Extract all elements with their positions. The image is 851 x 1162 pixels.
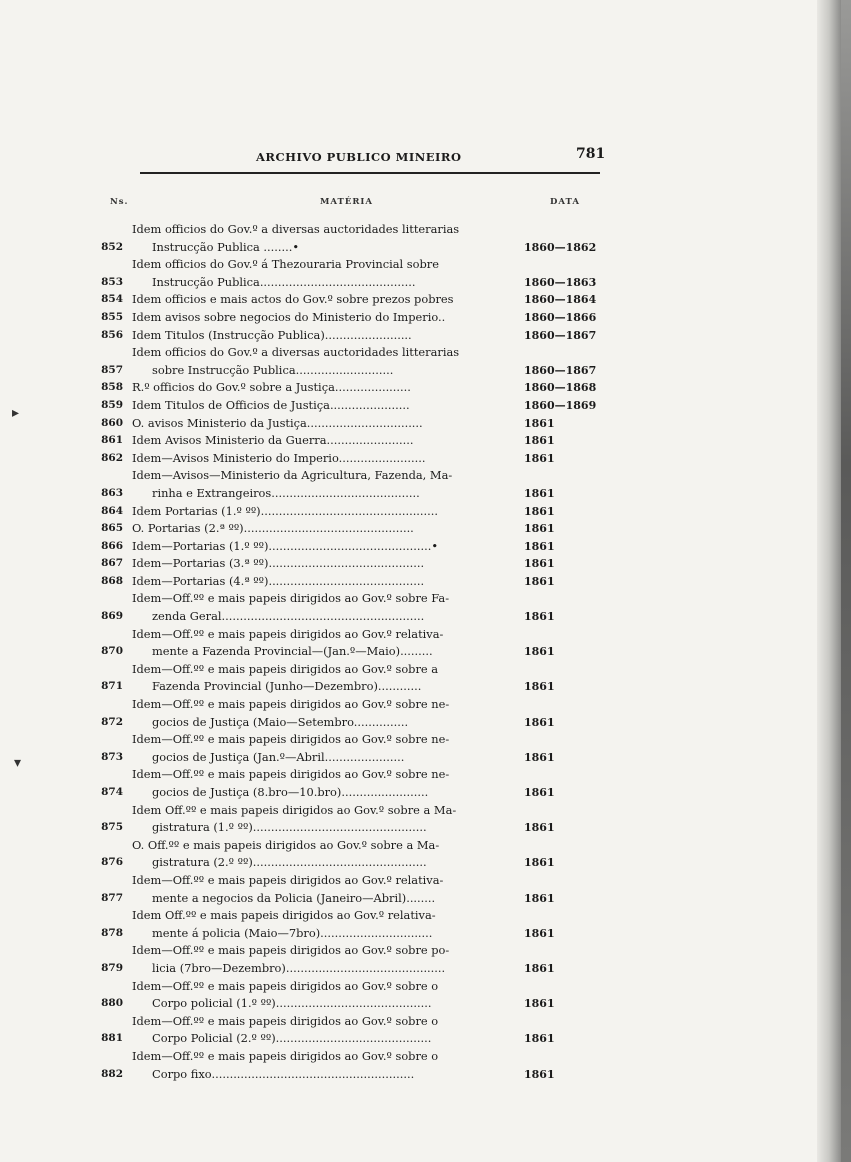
entry-date: 1860—1862	[524, 240, 597, 254]
entry-number: 864	[101, 504, 123, 517]
catalog-entry	[0, 661, 620, 696]
entry-subject	[132, 696, 492, 731]
entry-number: 876	[101, 856, 123, 869]
entry-subject-line: Corpo policial (1.º ºº)...........................................	[152, 996, 432, 1011]
catalog-entry	[0, 731, 620, 766]
entry-subject	[132, 872, 492, 907]
entry-subject	[132, 344, 492, 379]
entry-number: 871	[101, 680, 123, 693]
column-header-subject: MATÉRIA	[320, 197, 373, 207]
entry-subject-line: gistratura (2.º ºº)................................................	[152, 855, 427, 870]
entry-subject-line: Idem—Off.ºº e mais papeis dirigidos ao Gov.º sobre ne-	[132, 732, 450, 747]
entry-subject-line: Idem—Off.ºº e mais papeis dirigidos ao Gov.º relativa-	[132, 626, 444, 641]
catalog-entry	[0, 520, 620, 538]
margin-mark: ▾	[14, 755, 22, 771]
entry-date: 1861	[524, 539, 555, 553]
entry-subject	[132, 1048, 492, 1083]
entry-subject-line: licia (7bro—Dezembro)............................................	[152, 960, 446, 975]
catalog-entry	[0, 1013, 620, 1048]
entry-subject-line: mente a Fazenda Provincial—(Jan.º—Maio).........	[152, 644, 433, 659]
catalog-entry	[0, 837, 620, 872]
entry-date: 1861	[524, 486, 555, 500]
page-number: 781	[576, 146, 606, 162]
entry-subject	[132, 503, 492, 521]
entry-subject	[132, 467, 492, 502]
entry-number: 854	[101, 293, 123, 306]
entry-subject-line: Idem—Avisos Ministerio do Imperio........................	[132, 450, 426, 465]
entry-number: 859	[101, 398, 123, 411]
entry-number: 874	[101, 786, 123, 798]
catalog-entry	[0, 590, 620, 625]
entry-number: 881	[101, 1032, 123, 1045]
page-header-title: ARCHIVO PUBLICO MINEIRO	[256, 150, 462, 164]
entry-subject	[132, 1013, 492, 1048]
entry-date: 1861	[524, 451, 555, 465]
entry-subject	[132, 309, 492, 327]
entry-date: 1861	[524, 821, 555, 835]
entry-subject-line: Idem—Off.ºº e mais papeis dirigidos ao Gov.º sobre ne-	[132, 767, 450, 782]
entry-date: 1861	[524, 574, 555, 588]
entry-date: 1860—1863	[524, 275, 597, 289]
entry-subject-line: Idem officios do Gov.º a diversas auctoridades litterarias	[132, 222, 460, 236]
entry-number: 862	[101, 451, 123, 464]
entry-date: 1861	[524, 434, 555, 448]
catalog-entry	[0, 942, 620, 977]
entry-number: 855	[101, 310, 123, 323]
entry-subject-line: gocios de Justiça (8.bro—10.bro)........................	[152, 785, 429, 799]
entry-subject-line: Idem officios do Gov.º á Thezouraria Provincial sobre	[132, 257, 439, 272]
column-headers	[110, 197, 590, 213]
entry-subject	[132, 520, 492, 538]
entry-subject-line: O. avisos Ministerio da Justiça................................	[132, 415, 423, 430]
column-header-date: DATA	[550, 197, 580, 207]
entry-subject-line: Corpo Policial (2.º ºº)...........................................	[152, 1031, 432, 1046]
entry-subject-line: zenda Geral........................................................	[152, 609, 425, 624]
entry-number: 865	[101, 522, 123, 535]
catalog-entry	[0, 1048, 620, 1083]
entry-number: 878	[101, 926, 123, 939]
entry-number: 873	[101, 750, 123, 763]
entry-subject	[132, 907, 492, 942]
entry-date: 1861	[524, 961, 555, 975]
entry-number: 868	[101, 574, 123, 587]
entry-subject-line: rinha e Extrangeiros.........................................	[152, 485, 420, 500]
entry-date: 1861	[524, 750, 555, 764]
entry-subject-line: Idem—Off.ºº e mais papeis dirigidos ao Gov.º sobre o	[132, 1048, 439, 1063]
catalog-entry	[0, 450, 620, 468]
entry-subject-line: Idem Off.ºº e mais papeis dirigidos ao Gov.º sobre a Ma-	[132, 802, 457, 817]
catalog-entry	[0, 802, 620, 837]
catalog-entry	[0, 696, 620, 731]
entry-subject	[132, 291, 492, 309]
entry-number: 870	[101, 645, 123, 658]
entry-subject-line: Idem—Off.ºº e mais papeis dirigidos ao Gov.º sobre a	[132, 661, 439, 676]
entry-subject	[132, 450, 492, 468]
entry-subject	[132, 978, 492, 1013]
entry-number: 852	[101, 240, 123, 253]
entry-subject-line: Idem officios e mais actos do Gov.º sobre prezos pobres	[132, 292, 454, 307]
entry-subject-line: Corpo fixo........................................................	[152, 1066, 415, 1081]
entry-date: 1861	[524, 926, 555, 940]
entry-date: 1861	[524, 522, 555, 536]
entry-date: 1860—1869	[524, 398, 597, 412]
entry-subject-line: mente a negocios da Policia (Janeiro—Abril)........	[152, 890, 436, 905]
entry-date: 1860—1866	[524, 310, 597, 324]
entry-date: 1861	[524, 645, 555, 659]
entry-subject-line: R.º officios do Gov.º sobre a Justiça.....................	[132, 380, 411, 395]
entry-number: 860	[101, 416, 123, 429]
entry-subject-line: Idem—Portarias (3.ª ºº)...........................................	[132, 556, 425, 571]
entry-number: 879	[101, 961, 123, 974]
entry-number: 869	[101, 610, 123, 623]
catalog-entry	[0, 327, 620, 345]
entry-date: 1860—1864	[524, 293, 597, 307]
catalog-entry	[0, 538, 620, 556]
entry-subject-line: Idem Portarias (1.º ºº).................................................	[132, 503, 439, 518]
entry-date: 1860—1867	[524, 328, 597, 342]
entry-subject-line: Idem—Avisos—Ministerio da Agricultura, Fazenda, Ma-	[132, 468, 453, 483]
entry-number: 856	[101, 328, 123, 341]
catalog-entry	[0, 766, 620, 801]
entry-number: 872	[101, 715, 123, 728]
entry-subject-line: Idem Titulos de Officios de Justiça......................	[132, 397, 410, 412]
entry-date: 1861	[524, 856, 555, 870]
catalog-entry	[0, 626, 620, 661]
running-head	[140, 146, 606, 176]
entry-subject-line: Idem—Off.ºº e mais papeis dirigidos ao Gov.º relativa-	[132, 872, 444, 887]
catalog-entry	[0, 415, 620, 433]
entry-date: 1861	[524, 1032, 555, 1046]
entry-subject	[132, 221, 492, 256]
entry-number: 882	[101, 1067, 123, 1080]
entry-number: 867	[101, 557, 123, 570]
entry-date: 1860—1867	[524, 363, 597, 377]
entry-subject	[132, 573, 492, 591]
entry-subject-line: Fazenda Provincial (Junho—Dezembro)............	[152, 679, 422, 694]
entry-date: 1861	[524, 680, 555, 694]
entry-date: 1860—1868	[524, 381, 597, 395]
catalog-entry	[0, 555, 620, 573]
entry-subject-line: Idem—Portarias (4.ª ºº)...........................................	[132, 573, 425, 588]
entry-number: 857	[101, 363, 123, 376]
entry-date: 1861	[524, 786, 555, 799]
entry-subject-line: Idem—Off.ºº e mais papeis dirigidos ao Gov.º sobre po-	[132, 943, 450, 958]
entry-subject-line: Instrucção Publica ........•	[152, 239, 300, 254]
entry-subject-line: O. Portarias (2.ª ºº)...............................................	[132, 521, 414, 536]
catalog-entry	[0, 309, 620, 327]
catalog-entries	[0, 221, 620, 1083]
entry-subject	[132, 256, 492, 291]
catalog-entry	[0, 503, 620, 521]
entry-number: 866	[101, 539, 123, 552]
entry-subject-line: O. Off.ºº e mais papeis dirigidos ao Gov.º sobre a Ma-	[132, 837, 440, 852]
entry-subject-line: Instrucção Publica...........................................	[152, 274, 416, 289]
entry-date: 1861	[524, 557, 555, 571]
entry-subject-line: Idem officios do Gov.º a diversas auctoridades litterarias	[132, 345, 460, 360]
catalog-entry	[0, 978, 620, 1013]
entry-subject-line: Idem Off.ºº e mais papeis dirigidos ao Gov.º relativa-	[132, 908, 436, 923]
entry-number: 861	[101, 434, 123, 447]
entry-subject-line: gistratura (1.º ºº)................................................	[152, 820, 427, 835]
entry-subject	[132, 379, 492, 397]
catalog-entry	[0, 344, 620, 379]
entry-number: 880	[101, 997, 123, 1010]
entry-number: 853	[101, 275, 123, 288]
catalog-entry	[0, 256, 620, 291]
entry-subject-line: Idem—Off.ºº e mais papeis dirigidos ao Gov.º sobre o	[132, 1013, 439, 1028]
margin-mark: ▸	[12, 405, 20, 421]
entry-subject	[132, 538, 492, 556]
entry-subject	[132, 327, 492, 345]
entry-subject	[132, 432, 492, 450]
entry-date: 1861	[524, 891, 555, 905]
entry-subject-line: sobre Instrucção Publica...........................	[152, 362, 394, 377]
book-binding-edge	[841, 0, 851, 1162]
entry-number: 863	[101, 486, 123, 499]
entry-subject	[132, 942, 492, 977]
entry-subject	[132, 837, 492, 872]
catalog-entry	[0, 573, 620, 591]
entry-date: 1861	[524, 715, 555, 729]
entry-subject	[132, 766, 492, 801]
catalog-entry	[0, 291, 620, 309]
entry-subject-line: Idem—Off.ºº e mais papeis dirigidos ao Gov.º sobre Fa-	[132, 591, 450, 606]
catalog-entry	[0, 379, 620, 397]
entry-subject-line: Idem Avisos Ministerio da Guerra........................	[132, 433, 414, 448]
entry-date: 1861	[524, 997, 555, 1011]
entry-subject	[132, 590, 492, 625]
entry-subject	[132, 555, 492, 573]
entry-subject-line: mente á policia (Maio—7bro)...............................	[152, 925, 433, 940]
entry-subject-line: Idem—Off.ºº e mais papeis dirigidos ao Gov.º sobre o	[132, 978, 439, 993]
catalog-entry	[0, 397, 620, 415]
entry-subject	[132, 731, 492, 766]
entry-subject	[132, 626, 492, 661]
entry-subject	[132, 661, 492, 696]
entry-subject-line: gocios de Justiça (Jan.º—Abril......................	[152, 749, 405, 764]
catalog-entry	[0, 432, 620, 450]
entry-subject	[132, 415, 492, 433]
catalog-entry	[0, 221, 620, 256]
entry-subject	[132, 397, 492, 415]
entry-date: 1861	[524, 1067, 555, 1081]
entry-date: 1861	[524, 416, 555, 430]
entry-subject	[132, 802, 492, 837]
catalog-entry	[0, 467, 620, 502]
catalog-entry	[0, 907, 620, 942]
entry-date: 1861	[524, 504, 555, 518]
catalog-entry	[0, 872, 620, 907]
entry-subject-line: Idem avisos sobre negocios do Ministerio do Imperio..	[132, 309, 446, 324]
entry-number: 875	[101, 821, 123, 834]
entry-date: 1861	[524, 610, 555, 624]
entry-subject-line: Idem—Portarias (1.º ºº).............................................•	[132, 538, 439, 553]
entry-number: 858	[101, 381, 123, 394]
entry-number: 877	[101, 891, 123, 904]
entry-subject-line: Idem—Off.ºº e mais papeis dirigidos ao Gov.º sobre ne-	[132, 697, 450, 712]
header-rule	[140, 172, 600, 174]
entry-subject-line: Idem Titulos (Instrucção Publica)........................	[132, 327, 412, 342]
column-header-number: Ns.	[110, 197, 129, 207]
entry-subject-line: gocios de Justiça (Maio—Setembro...............	[152, 714, 409, 729]
